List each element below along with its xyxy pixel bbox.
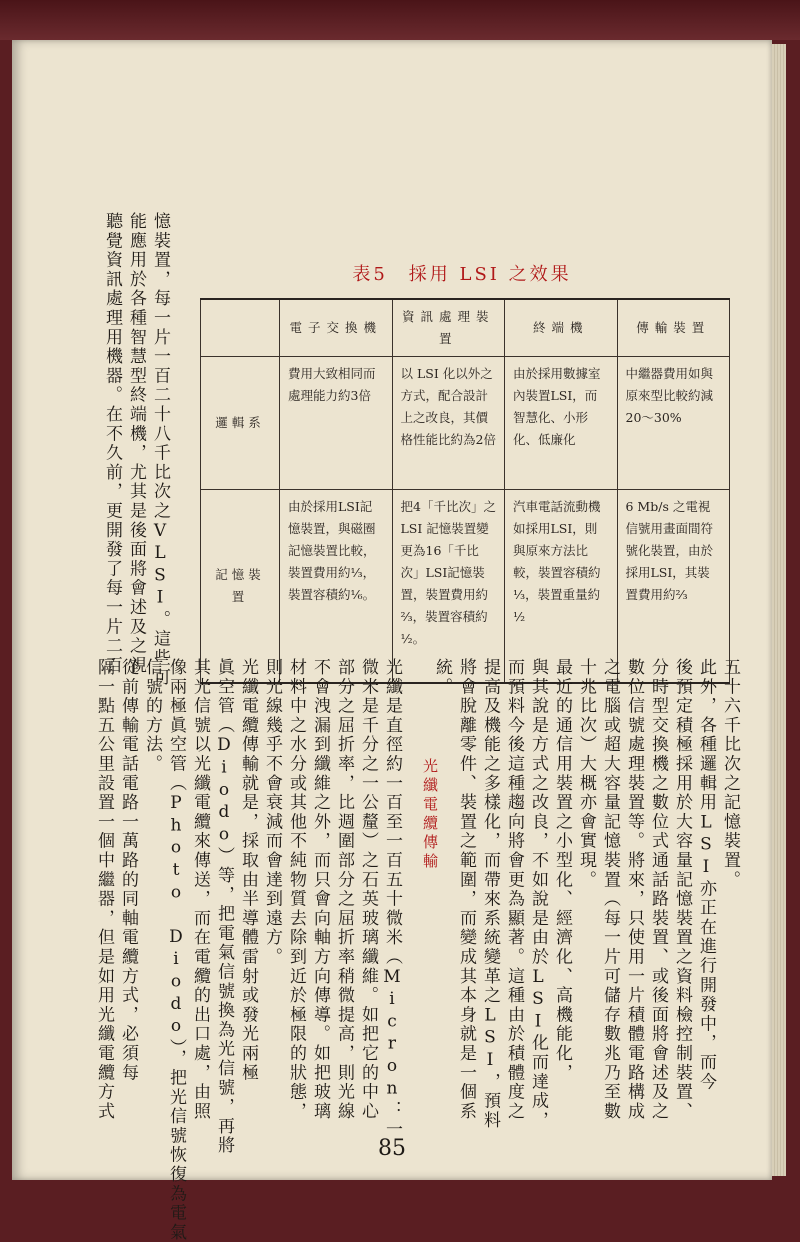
table-row	[201, 357, 730, 490]
table-cell: 汽車電話流動機如採用LSI，則與原來方法比較，裝置容積約⅓，裝置重量約½	[505, 490, 618, 684]
text-line: 微米是千分之一公釐）之石英玻璃纖維。如把它的中心	[358, 658, 378, 1122]
table-cell: 把4「千比次」之 LSI 記憶裝置變更為16「千比次」LSI記憶裝置，裝置費用約⅔，裝置容積約½。	[392, 490, 505, 684]
text-line: 光纖是直徑約一百至一百五十微米（Micron：一	[382, 658, 402, 1140]
book-page	[12, 40, 772, 1242]
text-line: 分時型交換機之數位式通話路裝置、或後面將會述及之	[648, 658, 668, 1122]
page-edge	[772, 44, 786, 1176]
row-label: 記憶裝置	[201, 490, 280, 684]
text-line: 十兆比次）大概亦會實現。	[576, 658, 596, 890]
table-cell: 中繼器費用如與原來型比較約減20～30%	[617, 357, 730, 490]
table-cell: 費用大致相同而處理能力約3倍	[280, 357, 393, 490]
text-line: 聽覺資訊處理用機器。在不久前，更開發了每一片二百	[102, 212, 122, 676]
table-cell: 由於採用LSI記憶裝置，與磁圈記憶裝置比較，裝置費用約⅓，裝置容積約⅙。	[280, 490, 393, 684]
table-row	[201, 490, 730, 684]
text-line: 能應用於各種智慧型終端機，尤其是後面將會述及之視	[126, 212, 146, 676]
header-cell: 資訊處理裝置	[392, 299, 505, 357]
page-number: 85	[378, 1136, 406, 1161]
text-line: 不會洩漏到纖維之外，而只會向軸方向傳導。如把玻璃	[310, 658, 330, 1122]
text-line: 則光線幾乎不會衰減而會達到遠方。	[262, 658, 282, 967]
text-line: 材料中之水分或其他不純物質去除到近於極限的狀態，	[286, 658, 306, 1122]
table-cell: 以 LSI 化以外之方式，配合設計上之改良，其價格性能比約為2倍	[392, 357, 505, 490]
right-column-bottom	[430, 658, 742, 1131]
text-line: 其光信號以光纖電纜來傳送，而在電纜的出口處，由照	[190, 658, 210, 1122]
text-line: 五十六千比次之記憶裝置。	[720, 658, 740, 890]
text-line: 從前傳輸電話電路一萬路的同軸電纜方式，必須每	[118, 658, 138, 1083]
table-caption: 表5 採用 LSI 之效果	[352, 264, 572, 285]
text-line: 信號的方法。	[142, 658, 162, 774]
header-cell	[201, 299, 280, 357]
text-line: 最近的通信用裝置之小型化、經濟化、高機能化，	[552, 658, 572, 1083]
text-line: 眞空管（Diodo）等，把電氣信號換為光信號，再將	[214, 658, 234, 1156]
table-cell: 由於採用數據室內裝置LSI，而智慧化、小形化、低廉化	[505, 357, 618, 490]
table-cell: 6 Mb/s 之電視信號用畫面間符號化裝置，由於採用LSI，其裝置費用約⅔	[617, 490, 730, 684]
left-column-top	[100, 212, 172, 688]
lsi-effects-table	[200, 298, 730, 684]
text-line: 統。	[432, 658, 452, 697]
header-cell: 終端機	[505, 299, 618, 357]
text-line: 將會脫離零件、裝置之範圍，而變成其本身就是一個系	[456, 658, 476, 1122]
text-line: 部分之屈折率，比週圍部分之屈折率稍微提高，則光線	[334, 658, 354, 1122]
text-line: 提高及機能之多樣化，而帶來系統變革之LSI，預料	[480, 658, 500, 1131]
text-line: 此外，各種邏輯用LSI亦正在進行開發中，而今	[696, 658, 716, 1092]
text-line: 數位信號處理裝置等。將來，只使用一片積體電路構成	[624, 658, 644, 1122]
book-cover	[0, 0, 800, 40]
text-line: 像兩極眞空管（Photo Diodo），把光信號恢復為電氣	[166, 658, 186, 1242]
text-line: 隔一點五公里設置一個中繼器，但是如用光纖電纜方式	[94, 658, 114, 1122]
text-line: 光纖電纜傳輸就是，採取由半導體雷射或發光兩極	[238, 658, 258, 1083]
text-line: 與其說是方式之改良，不如說是由於LSI化而達成，	[528, 658, 548, 1131]
header-cell: 傳輸裝置	[617, 299, 730, 357]
row-label: 邏輯系	[201, 357, 280, 490]
section-heading: 光纖電纜傳輸	[421, 758, 439, 872]
text-line: 後預定積極採用於大容量記憶裝置之資料檢控制裝置、	[672, 658, 692, 1122]
text-line: 而預料今後這種趨向將會更為顯著。這種由於積體度之	[504, 658, 524, 1122]
header-cell: 電子交換機	[280, 299, 393, 357]
text-line: 之電腦或超大容量記憶裝置（每一片可儲存數兆乃至數	[600, 658, 620, 1122]
text-line: 憶裝置，每一片一百二十八千比次之VLSI。這些可	[150, 212, 170, 688]
